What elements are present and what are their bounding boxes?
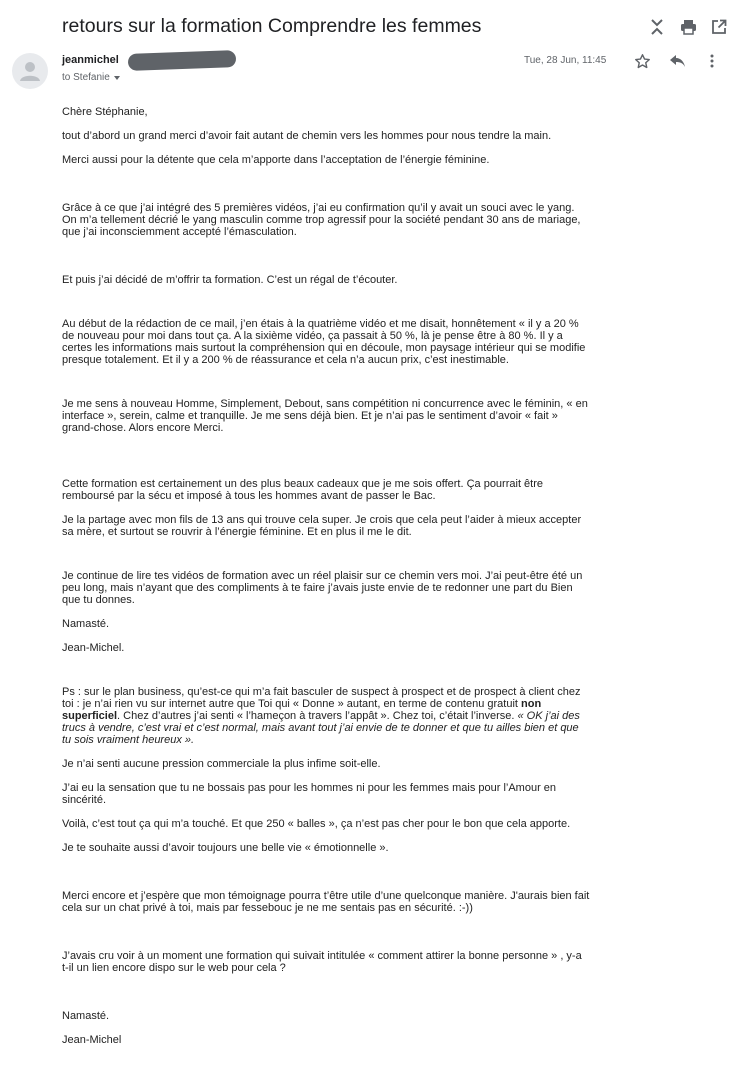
signature-name: Jean-Michel. bbox=[62, 642, 125, 654]
reply-icon[interactable] bbox=[668, 52, 686, 70]
paragraph: Et puis j’ai décidé de m’offrir ta formation. C’est un régal de t’écouter. bbox=[62, 274, 398, 286]
paragraph: Merci aussi pour la détente que cela m’apporte dans l’acceptation de l’énergie féminine. bbox=[62, 154, 490, 166]
postscript bbox=[62, 686, 722, 746]
paragraph: Au début de la rédaction de ce mail, j’en étais à la quatrième vidéo et me disait, honnêtement « il y a 20 % de nouveau pour moi dans tout ça. A la sixième vidéo, ça passait à 50 %, là je pense être à 80 %. Il y a certes les informations mais surtout la compréhension qui en découle, mon paysage intérieur qui se modifie presque totalement. Et il y a 200 % de réassurance et cela n’a aucun prix, c’est inestimable. bbox=[62, 318, 586, 366]
paragraph: Voilà, c’est tout ça qui m’a touché. Et que 250 « balles », ça n’est pas cher pour le bon que cela apporte. bbox=[62, 818, 571, 830]
more-vert-icon[interactable] bbox=[703, 52, 721, 70]
ps-text: Ps : sur le plan business, qu’est-ce qui m’a fait basculer de suspect à prospect et de prospect à client chez toi : je n’ai rien vu sur internet autre que Toi qui « Donne » autant, en terme de contenu gratuit bbox=[62, 686, 581, 710]
print-icon[interactable] bbox=[679, 17, 697, 37]
ps-bold: non superficiel bbox=[62, 698, 542, 722]
recipient-label: to Stefanie bbox=[62, 72, 110, 83]
avatar bbox=[12, 53, 48, 89]
collapse-icon[interactable] bbox=[648, 17, 666, 37]
paragraph: J’avais cru voir à un moment une formation qui suivait intitulée « comment attirer la bonne personne » , y-a t-il un lien encore dispo sur le web pour cela ? bbox=[62, 950, 582, 974]
paragraph: Je te souhaite aussi d’avoir toujours une belle vie « émotionnelle ». bbox=[62, 842, 389, 854]
open-new-window-icon[interactable] bbox=[710, 17, 728, 37]
signature-name: Jean-Michel bbox=[62, 1034, 122, 1046]
avatar-icon bbox=[12, 53, 48, 89]
recipient-details[interactable] bbox=[62, 72, 120, 83]
paragraph: tout d’abord un grand merci d’avoir fait autant de chemin vers les hommes pour nous tendre la main. bbox=[62, 130, 552, 142]
email-body bbox=[62, 106, 722, 1046]
email-date: Tue, 28 Jun, 11:45 bbox=[524, 55, 607, 66]
paragraph: Je n’ai senti aucune pression commerciale la plus infime soit-elle. bbox=[62, 758, 381, 770]
star-icon[interactable] bbox=[633, 52, 651, 70]
ps-italic: « OK j’ai des trucs à vendre, c’est vrai et c’est normal, mais avant tout j’ai envie de te donner et que tu ailles bien et que tu sois vraiment heureux ». bbox=[62, 710, 580, 746]
chevron-down-icon[interactable] bbox=[114, 76, 120, 80]
sender-name: jeanmichel bbox=[62, 54, 119, 66]
paragraph: Merci encore et j’espère que mon témoignage pourra t’être utile d’une quelconque manière. J'aurais bien fait cela sur un chat privé à toi, mais par fessebouc je ne me sentais pas en sécurité. :-)) bbox=[62, 890, 590, 914]
greeting: Chère Stéphanie, bbox=[62, 106, 148, 118]
paragraph: Je la partage avec mon fils de 13 ans qui trouve cela super. Je crois que cela peut l’aider à mieux accepter sa mère, et surtout se rouvrir à l’énergie féminine. Et en plus il me le dit. bbox=[62, 514, 582, 538]
ps-text: . Chez d’autres j’ai senti « l’hameçon à travers l’appât ». Chez toi, c’était l’inverse. bbox=[117, 710, 518, 722]
paragraph: Je me sens à nouveau Homme, Simplement, Debout, sans compétition ni concurrence avec le féminin, « en interface », serein, calme et tranquille. Je me sens déjà bien. Et je n’ai pas le sentiment d’avoir « fait » grand-chose. Alors encore Merci. bbox=[62, 398, 588, 434]
signature-greeting: Namasté. bbox=[62, 1010, 110, 1022]
paragraph: J’ai eu la sensation que tu ne bossais pas pour les hommes ni pour les femmes mais pour l’Amour en sincérité. bbox=[62, 782, 557, 806]
redacted-email bbox=[128, 50, 237, 71]
signature-greeting: Namasté. bbox=[62, 618, 110, 630]
email-subject: retours sur la formation Comprendre les femmes bbox=[62, 15, 482, 37]
paragraph: Cette formation est certainement un des plus beaux cadeaux que je me sois offert. Ça pourrait être remboursé par la sécu et imposé à tous les hommes avant de passer le Bac. bbox=[62, 478, 544, 502]
thread-toolbar bbox=[648, 17, 741, 37]
paragraph: Je continue de lire tes vidéos de formation avec un réel plaisir sur ce chemin vers moi. J’ai peut-être été un peu long, mais n’ayant que des compliments à te faire j’avais juste envie de te redonner une part du Bien que tu donnes. bbox=[62, 570, 583, 606]
message-actions bbox=[633, 52, 738, 70]
paragraph: Grâce à ce que j’ai intégré des 5 premières vidéos, j’ai eu confirmation qu’il y avait un souci avec le yang. On m’a tellement décrié le yang masculin comme trop agressif pour la société pendant 30 ans de mariage, que j’ai inconsciemment accepté l’émasculation. bbox=[62, 202, 581, 238]
